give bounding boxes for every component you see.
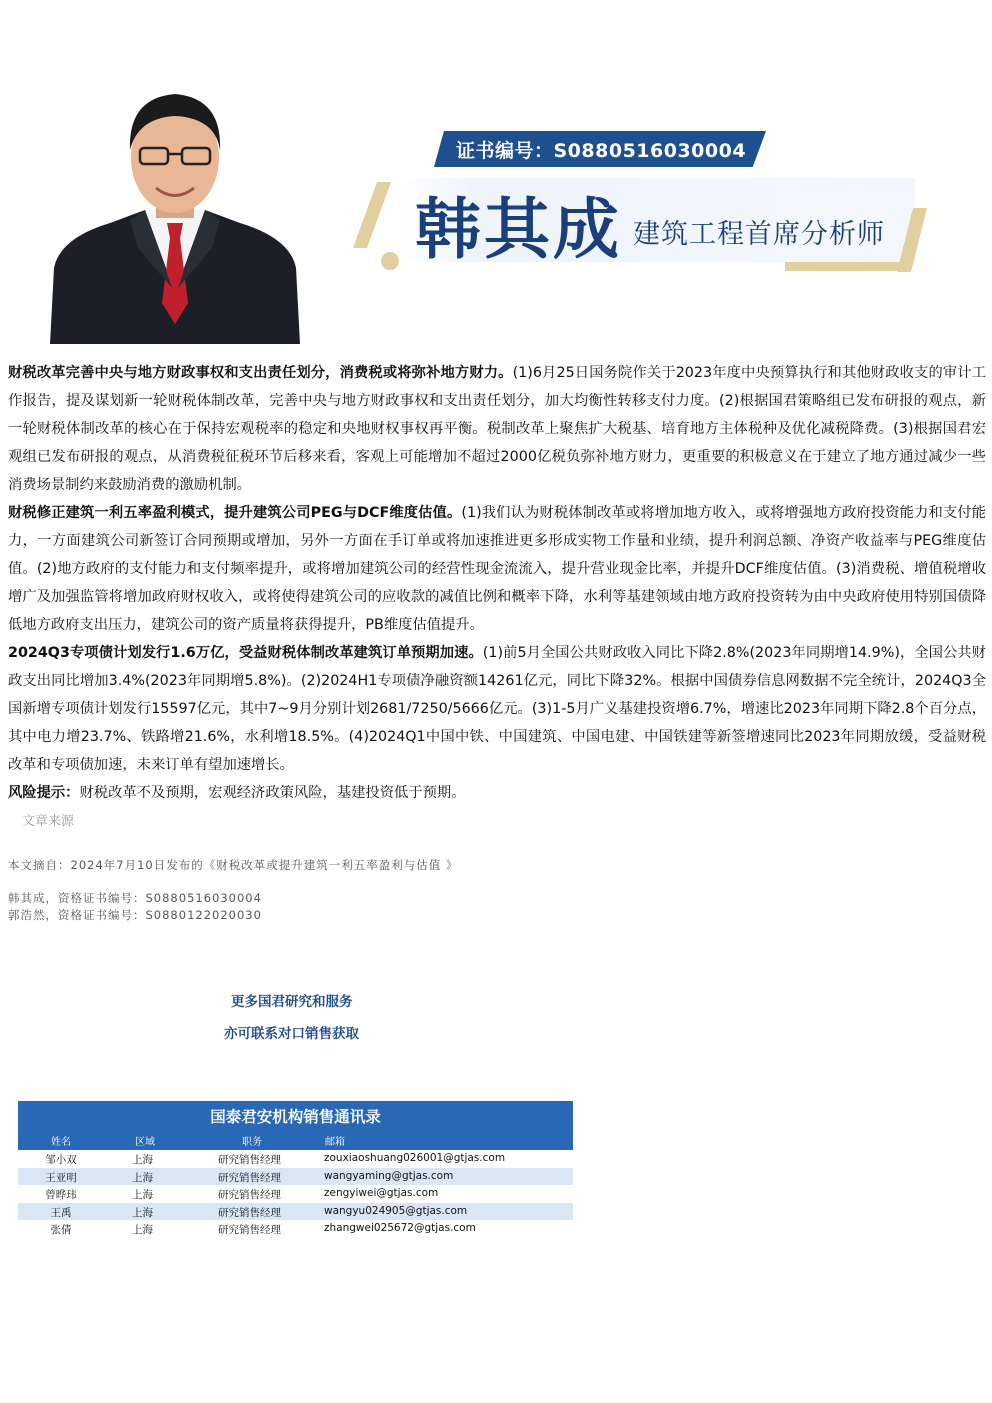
cell-name: 王禹 [50,1206,72,1219]
cell-email[interactable]: zouxiaoshuang026001@gtjas.com [324,1152,506,1164]
analyst-name: 韩其成 [415,190,622,268]
table-title: 国泰君安机构销售通讯录 [210,1108,381,1126]
table-column-headers [18,1132,573,1148]
paragraph-lead: 2024Q3专项债计划发行1.6万亿，受益财税体制改革建筑订单预期加速。 [8,645,483,661]
column-header-position: 职务 [242,1137,262,1148]
credential-line: 郭浩然，资格证书编号：S0880122020030 [8,908,262,922]
cell-region: 上海 [132,1189,153,1201]
cell-position: 研究销售经理 [218,1171,281,1184]
cell-position: 研究销售经理 [218,1206,281,1219]
table-row [18,1150,573,1168]
cta-more-research: 更多国君研究和服务 [231,994,353,1010]
paragraph-lead: 财税改革完善中央与地方财政事权和支出责任划分，消费税或将弥补地方财力。 [8,365,513,381]
table-header [18,1101,573,1150]
analyst-photo [50,88,300,344]
cell-name: 王亚明 [45,1171,77,1184]
article-body [8,359,986,807]
paragraph-risk [8,779,986,807]
paragraph-lead: 风险提示： [8,785,80,801]
cta-contact-sales: 亦可联系对口销售获取 [224,1026,359,1042]
cell-region: 上海 [132,1206,153,1219]
cell-region: 上海 [132,1154,153,1166]
paragraph-special-bonds [8,639,986,779]
sales-contact-table [18,1101,573,1236]
table-row [18,1220,573,1238]
table-row [18,1168,573,1186]
cert-number: 证书编号：S0880516030004 [456,140,747,162]
table-row [18,1203,573,1221]
cell-name: 张倩 [50,1224,72,1236]
cell-email[interactable]: zhangwei025672@gtjas.com [324,1222,476,1234]
paragraph-text: 财税改革不及预期，宏观经济政策风险，基建投资低于预期。 [79,785,466,801]
table-row [18,1185,573,1203]
article-source-link[interactable]: 文章来源 [22,814,75,829]
credential-line: 韩其成，资格证书编号：S0880516030004 [8,891,262,905]
analyst-title: 建筑工程首席分析师 [633,219,885,250]
analyst-banner [0,0,992,345]
paragraph-valuation [8,499,986,639]
cell-region: 上海 [132,1171,153,1184]
paragraph-fiscal-reform [8,359,986,499]
paragraph-text: (1)前5月全国公共财政收入同比下降2.8%(2023年同期增14.9%)，全国公共财政支出同比增加3.4%(2023年同期增5.8%)。(2)2024H1专项债净融资额14261亿元，同比下降32%。根据中国债券信息网数据不完全统计，2024Q3全国新增专项债计划发行15597亿元，其中7~9月分别计划2681/7250/5666亿元。(3)1-5月广义基建投资增6.7%，增速比2023年同期下降2.8个百分点，其中电力增23.7%、铁路增21.6%，水利增18.5%。(4)2024Q1中国中铁、中国建筑、中国电建、中国铁建等新签增速同比2023年同期放缓，受益财税改革和专项债加速，未来订单有望加速增长。 [8,645,987,773]
excerpt-note: 本文摘自：2024年7月10日发布的《财税改革或提升建筑一利五率盈利与估值 》 [8,858,459,872]
cell-name: 邹小双 [45,1154,77,1166]
paragraph-lead: 财税修正建筑一利五率盈利模式，提升建筑公司PEG与DCF维度估值。 [8,505,462,521]
paragraph-text: (1)我们认为财税体制改革或将增加地方收入，或将增强地方政府投资能力和支付能力，一方面建筑公司新签订合同预期或增加，另外一方面在手订单或将加速推进更多形成实物工作量和业绩，提升利润总额、净资产收益率与PEG维度估值。(2)地方政府的支付能力和支付频率提升，或将增加建筑公司的经营性现金流流入，提升营业现金比率，并提升DCF维度估值。(3)消费税、增值税增收增广及加强监管将增加政府财权收入，或将使得建筑公司的应收款的减值比例和概率下降，水利等基建领域由地方政府投资转为由中央政府使用特别国债降低地方政府支出压力，建筑公司的资产质量将获得提升，PB维度估值提升。 [8,505,987,633]
column-header-name: 姓名 [51,1137,71,1148]
cell-email[interactable]: wangyaming@gtjas.com [324,1169,454,1182]
cell-position: 研究销售经理 [218,1189,281,1201]
cell-email[interactable]: zengyiwei@gtjas.com [324,1187,439,1199]
paragraph-text: (1)6月25日国务院作关于2023年度中央预算执行和其他财政收支的审计工作报告，提及谋划新一轮财税体制改革，完善中央与地方财政事权和支出责任划分，加大均衡性转移支付力度。(2)根据国君策略组已发布研报的观点，新一轮财税体制改革的核心在于保持宏观税率的稳定和央地财权事权再平衡。税制改革上聚焦扩大税基、培育地方主体税种及优化减税降费。(3)根据国君宏观组已发布研报的观点，从消费税征税环节后移来看，客观上可能增加不超过2000亿税负弥补地方财力，更重要的积极意义在于建立了地方通过减少一些消费场景制约来鼓励消费的激励机制。 [8,365,987,493]
cell-position: 研究销售经理 [218,1154,281,1166]
cell-region: 上海 [132,1224,153,1236]
cell-email[interactable]: wangyu024905@gtjas.com [324,1204,468,1217]
column-header-email: 邮箱 [325,1137,345,1148]
cell-position: 研究销售经理 [218,1224,281,1236]
column-header-region: 区域 [135,1137,155,1148]
cell-name: 曾晔玮 [45,1189,77,1201]
